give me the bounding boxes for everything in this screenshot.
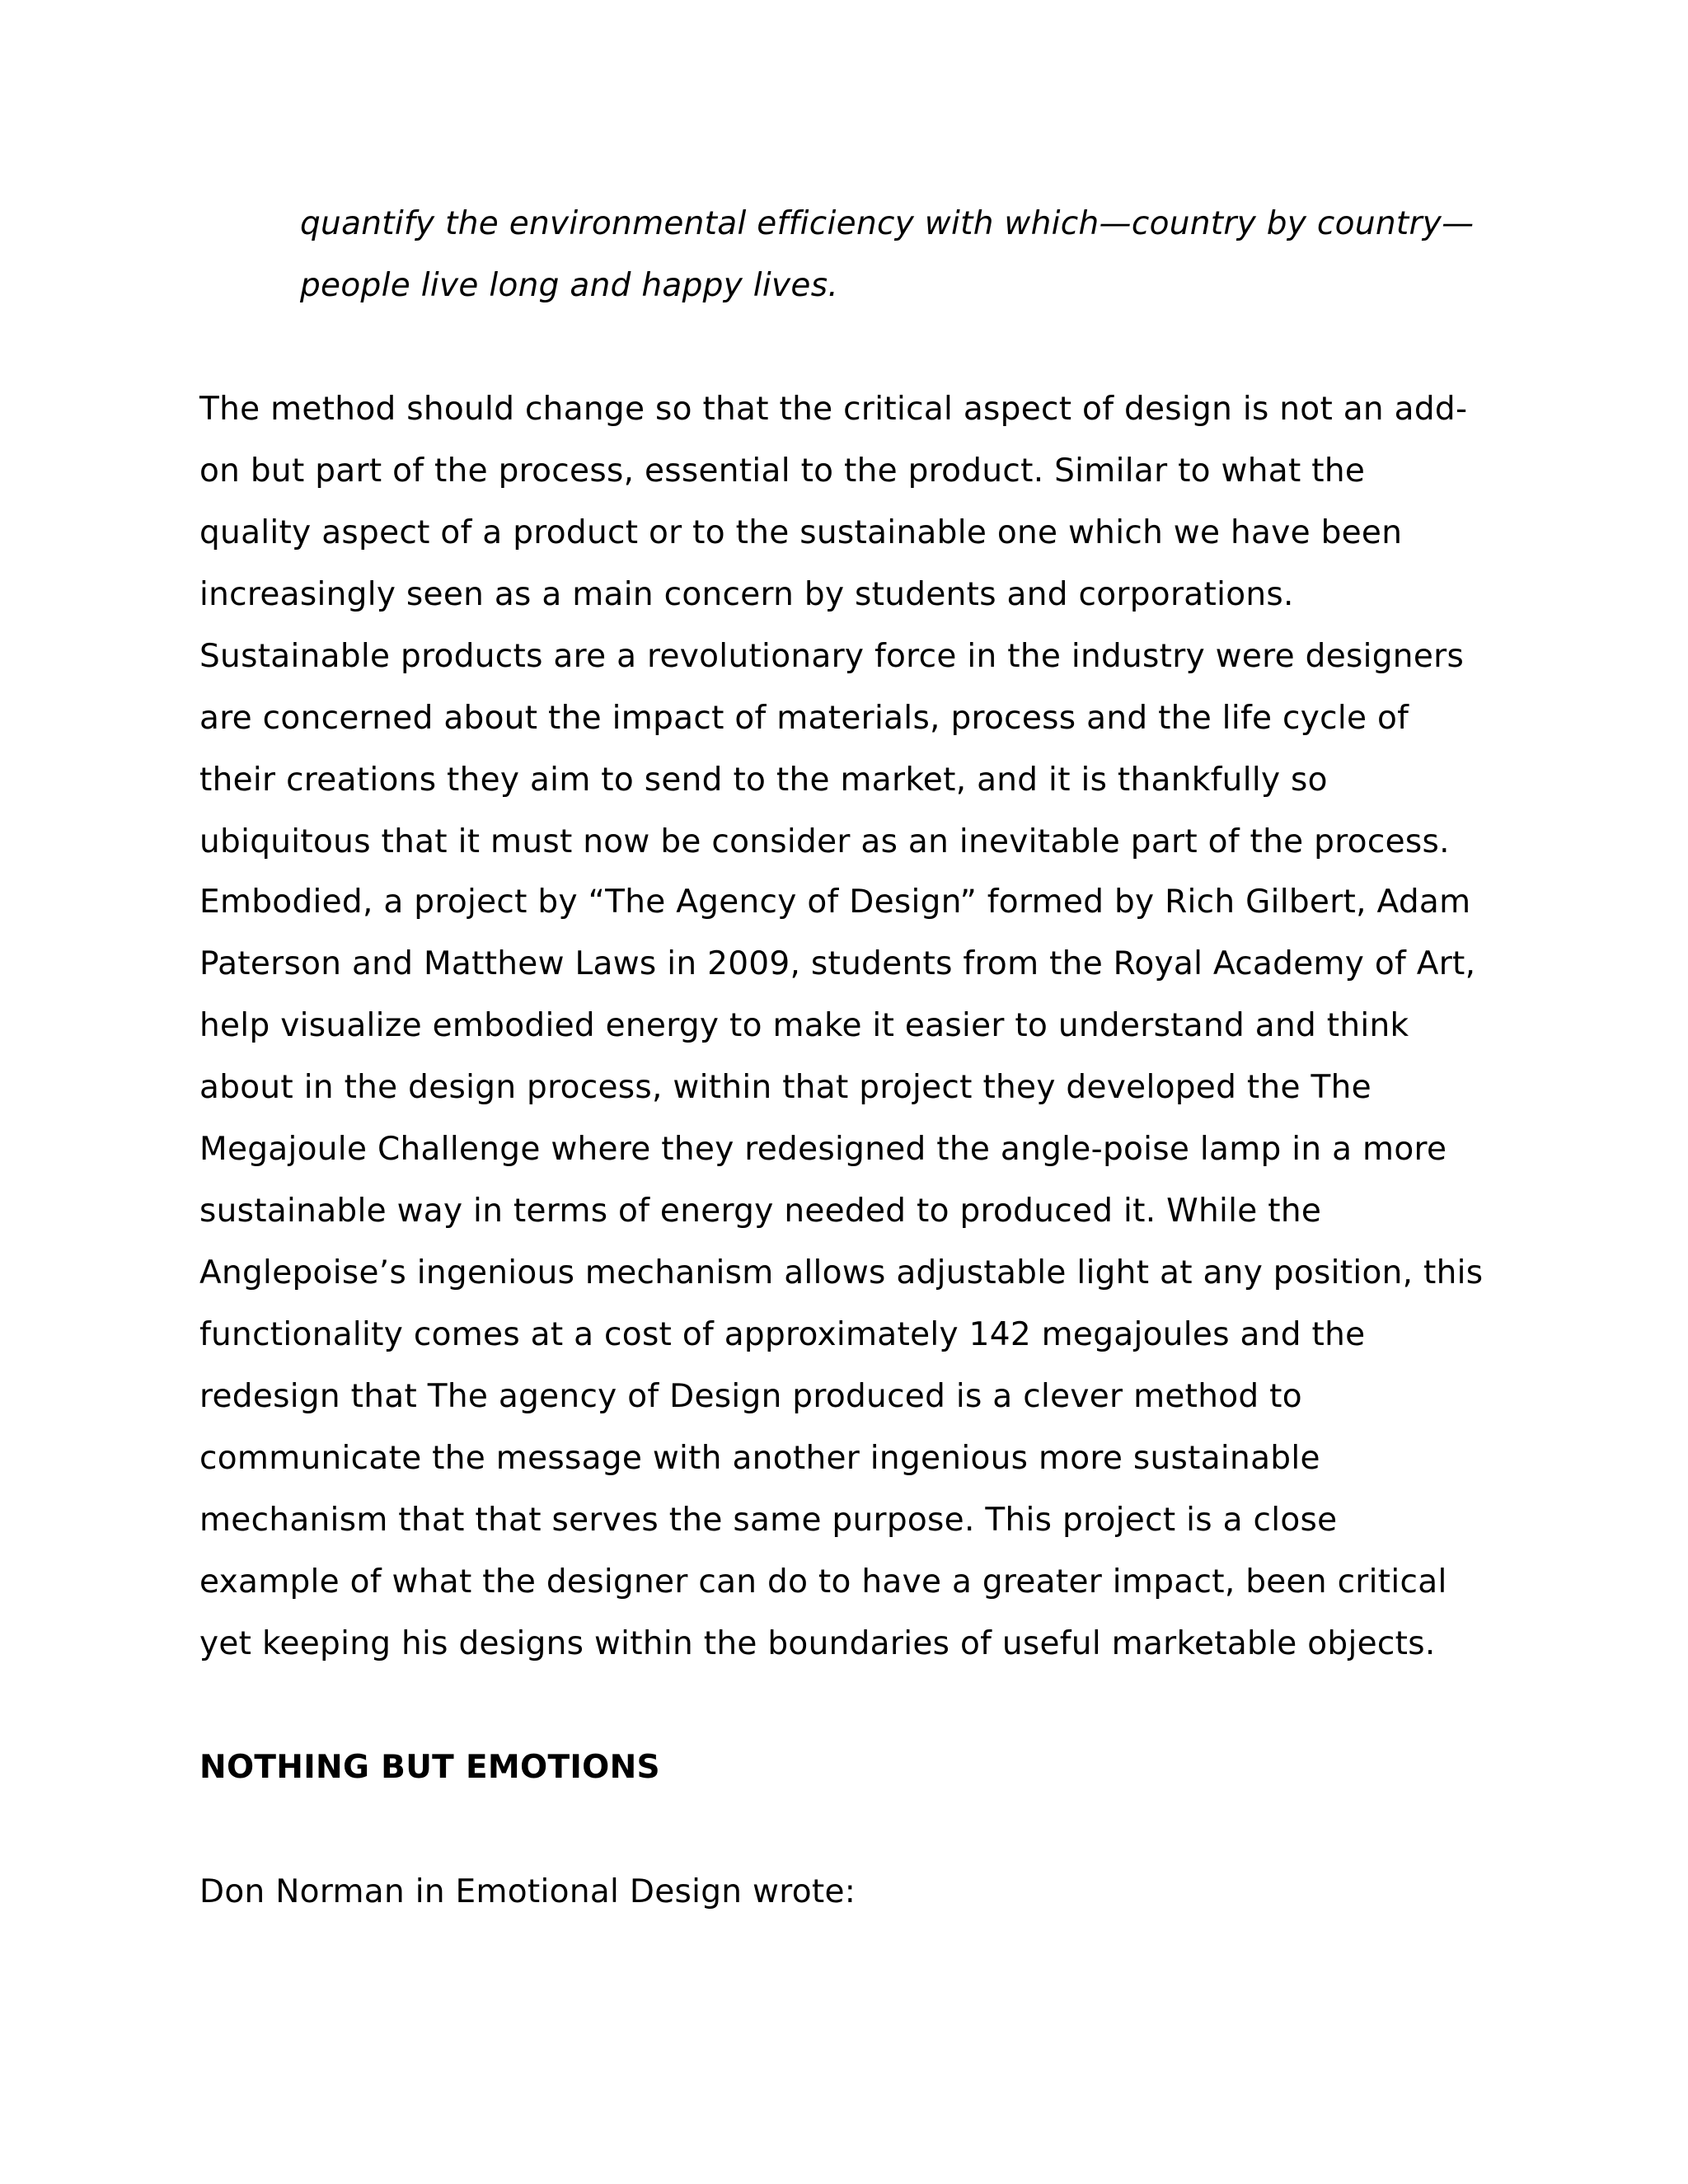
section-heading: NOTHING BUT EMOTIONS [199, 1749, 660, 1786]
paragraph-embodied: Embodied, a project by “The Agency of Design” formed by Rich Gilbert, Adam Paterson and Matthew Laws in 2009, students from the Royal Academy of Art, help visualize embodied energy to make it easier to understand and think about in the design process, within that project they developed the The Megajoule Challenge where they redesigned the angle-poise lamp in a more sustainable way in terms of energy needed to produced it. While the Anglepoise’s ingenious mechanism allows adjustable light at any position, this functionality comes at a cost of approximately 142 megajoules and the redesign that The agency of Design produced is a clever method to communicate the message with another ingenious more sustainable mechanism that that serves the same purpose. This project is a close example of what the designer can do to have a greater impact, been critical yet keeping his designs within the boundaries of useful marketable objects. [199, 883, 1484, 1662]
paragraph-method: The method should change so that the critical aspect of design is not an add-on but part of the process, essential to the product. Similar to what the quality aspect of a product or to the sustainable one which we have been increasingly seen as a main concern by students and corporations. Sustainable products are a revolutionary force in the industry were designers are concerned about the impact of materials, process and the life cycle of their creations they aim to send to the market, and it is thankfully so ubiquitous that it must now be consider as an inevitable part of the process. [199, 391, 1468, 860]
paragraph-norman: Don Norman in Emotional Design wrote: [199, 1873, 856, 1910]
block-quote-continuation: quantify the environmental efficiency with which—country by country—people live long and happy lives. [300, 205, 1475, 304]
